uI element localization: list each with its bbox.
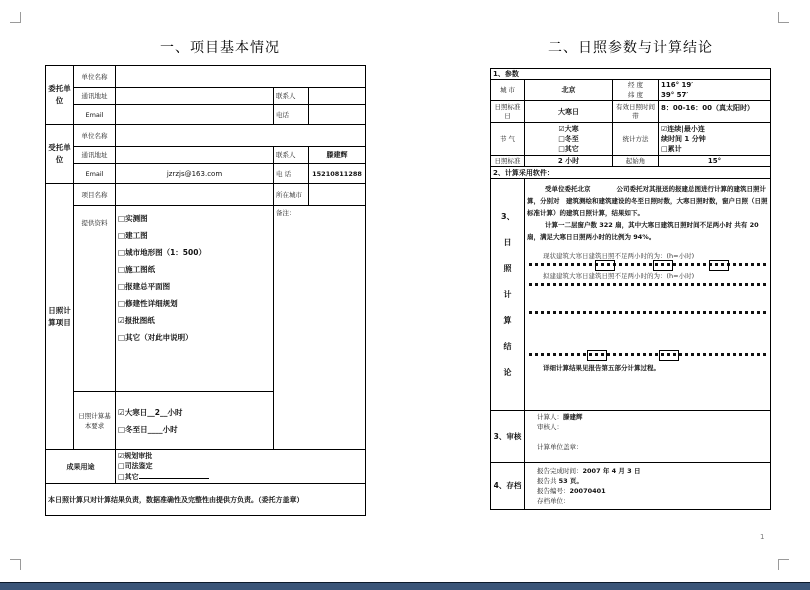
requirements-list xyxy=(116,392,274,450)
season-other-checkbox[interactable]: □其它 xyxy=(558,145,579,153)
report-no-value: 20070401 xyxy=(569,487,606,495)
usage-options xyxy=(116,450,366,484)
requirements-label: 日照计算基本要求 xyxy=(74,392,116,450)
start-angle-value: 15° xyxy=(659,156,771,167)
dots-row-4 xyxy=(529,353,766,359)
standard-day-value: 大寒日 xyxy=(525,101,613,123)
material-construction-checkbox[interactable]: □建工图 xyxy=(118,231,148,240)
params-header: 1、参数 xyxy=(491,69,771,80)
client-contact-label: 联系人 xyxy=(274,88,309,105)
material-survey-checkbox[interactable]: □实测图 xyxy=(118,214,148,223)
season-label: 节 气 xyxy=(491,123,525,156)
project-name-label: 项目名称 xyxy=(74,184,116,206)
usage-judicial-checkbox[interactable]: □司法鉴定 xyxy=(118,462,153,470)
contractor-phone-field[interactable]: 15210811288 xyxy=(309,164,366,184)
material-approval-drawings-checkbox[interactable]: ☑报批图纸 xyxy=(118,316,155,325)
page-title-right: 二、日照参数与计算结论 xyxy=(548,40,713,56)
page-title-left: 一、项目基本情况 xyxy=(160,40,280,56)
material-drawings-checkbox[interactable]: □施工图纸 xyxy=(118,265,156,274)
requirement-dongzhi-checkbox[interactable]: □冬至日____小时 xyxy=(118,424,178,434)
contractor-email-label: Email xyxy=(74,164,116,184)
remarks-cell[interactable] xyxy=(274,206,366,450)
material-detailed-plan-checkbox[interactable]: □修建性详细规划 xyxy=(118,299,178,308)
conclusion-paragraph-2: 计算一二层窗户数 322 扇，其中大寒日建筑日照时间不足两小时 共有 20 扇，满足大寒日日照两小时的比例为 94%。 xyxy=(527,221,759,241)
report-pages-label: 报告共 xyxy=(537,477,557,485)
page-number: 1 xyxy=(760,533,765,541)
project-city-field[interactable] xyxy=(309,184,366,206)
latitude-label: 纬 度 xyxy=(627,91,644,99)
highlight-box xyxy=(653,260,673,271)
usage-label: 成果用途 xyxy=(46,450,116,484)
sunlight-params-table xyxy=(490,68,771,510)
project-group-label: 日照计算项目 xyxy=(46,184,74,450)
contractor-phone-label: 电 话 xyxy=(274,164,309,184)
materials-list xyxy=(116,206,274,392)
crop-mark-top-right xyxy=(778,12,789,23)
contractor-contact-field[interactable]: 滕建辉 xyxy=(309,147,366,164)
planned-building-note: 拟建建筑大寒日建筑日照不足两小时的为：(h=小时) xyxy=(543,272,695,280)
coord-labels xyxy=(613,80,659,101)
usage-other-checkbox[interactable]: □其它 xyxy=(118,471,363,482)
stat-cumulative-checkbox[interactable]: □累计 xyxy=(661,145,682,153)
review-label: 3、审核 xyxy=(491,411,525,463)
contractor-address-field[interactable] xyxy=(116,147,274,164)
existing-building-dots xyxy=(529,263,766,269)
reviewer-label: 审核人： xyxy=(537,423,563,431)
sunlight-standard-label: 日照标准 xyxy=(491,156,525,167)
season-dongzhi-checkbox[interactable]: □冬至 xyxy=(558,135,579,143)
conclusion-content xyxy=(525,179,771,411)
client-address-field[interactable] xyxy=(116,88,274,105)
crop-mark-bottom-right xyxy=(778,559,789,570)
contractor-group-label: 受托单位 xyxy=(46,125,74,184)
materials-label: 提供资料 xyxy=(74,206,116,392)
client-address-label: 通讯地址 xyxy=(74,88,116,105)
stat-continuous-checkbox[interactable]: ☑连续|最小连 xyxy=(661,125,705,133)
usage-planning-checkbox[interactable]: ☑规划审批 xyxy=(118,452,153,460)
start-angle-label: 起始角 xyxy=(613,156,659,167)
archive-content xyxy=(525,463,771,510)
calculator-label: 计算人： xyxy=(537,413,563,421)
client-email-label: Email xyxy=(74,105,116,125)
project-name-field[interactable] xyxy=(116,184,274,206)
final-note: 详细计算结果见报告第五部分计算过程。 xyxy=(543,364,660,372)
project-info-table xyxy=(45,65,366,516)
conclusion-paragraph-1: 受单位委托北京 公司委托对其报送的报建总图进行计算的建筑日照计算，分别对 建筑测绘和建筑建设的冬至日照时数，大寒日照时数，窗户日照（日照标准计算）的建筑日照计算，结果如下。 xyxy=(527,185,768,217)
crop-mark-top-left xyxy=(10,12,21,23)
highlight-box xyxy=(709,260,729,271)
remarks-label: 备注： xyxy=(276,209,296,217)
season-dahan-checkbox[interactable]: ☑大寒 xyxy=(558,125,579,133)
effective-time-value: 8：00-16：00（真太阳时） xyxy=(659,101,771,123)
effective-time-label: 有效日照时间带 xyxy=(613,101,659,123)
crop-mark-bottom-left xyxy=(10,559,21,570)
client-unit-name-field[interactable] xyxy=(116,66,366,88)
contractor-address-label: 通讯地址 xyxy=(74,147,116,164)
longitude-label: 经 度 xyxy=(627,81,644,89)
software-header: 2、计算采用软件： xyxy=(491,167,771,179)
highlight-box xyxy=(595,260,615,271)
report-date-label: 报告完成时间： xyxy=(537,467,583,475)
sunlight-standard-value: 2 小时 xyxy=(525,156,613,167)
contractor-unit-name-label: 单位名称 xyxy=(74,125,116,147)
longitude-value: 116° 19′ xyxy=(661,81,694,89)
stat-continuous-detail: 续时间 1 分钟 xyxy=(661,135,706,143)
report-date-value: 2007 年 4 月 3 日 xyxy=(582,467,641,475)
material-other-checkbox[interactable]: □其它（对此申说明） xyxy=(118,333,193,342)
contractor-contact-label: 联系人 xyxy=(274,147,309,164)
project-city-label: 所在城市 xyxy=(274,184,309,206)
client-phone-label: 电话 xyxy=(274,105,309,125)
report-pages-value: 53 页。 xyxy=(558,477,583,485)
archive-label: 4、存档 xyxy=(491,463,525,510)
standard-day-label: 日照标准日 xyxy=(491,101,525,123)
client-email-field[interactable] xyxy=(116,105,274,125)
client-group-label: 委托单位 xyxy=(46,66,74,125)
planned-building-dots xyxy=(529,283,766,289)
requirement-dahan-checkbox[interactable]: ☑大寒日__2__小时 xyxy=(118,407,183,417)
dots-row-3 xyxy=(529,311,766,317)
stat-method-options xyxy=(659,123,771,156)
report-no-label: 报告编号： xyxy=(537,487,570,495)
material-site-plan-checkbox[interactable]: □报建总平面图 xyxy=(118,282,171,291)
city-label: 城 市 xyxy=(491,80,525,101)
client-phone-field[interactable] xyxy=(309,105,366,125)
coord-values xyxy=(659,80,771,101)
archive-unit-label: 存档单位： xyxy=(537,497,570,505)
client-contact-field[interactable] xyxy=(309,88,366,105)
contractor-unit-name-field[interactable] xyxy=(116,125,366,147)
contractor-email-field[interactable]: jzrzjs@163.com xyxy=(116,164,274,184)
season-options xyxy=(525,123,613,156)
stat-method-label: 统计方法 xyxy=(613,123,659,156)
highlight-box xyxy=(659,350,679,361)
disclaimer: 本日照计算只对计算结果负责，数据准确性及完整性由提供方负责。（委托方盖章） xyxy=(46,484,366,516)
material-topographic-checkbox[interactable]: □城市地形图（1：500） xyxy=(118,248,206,257)
client-unit-name-label: 单位名称 xyxy=(74,66,116,88)
city-value: 北京 xyxy=(525,80,613,101)
calculator-value: 滕建辉 xyxy=(563,413,583,421)
seal-label: 计算单位盖章： xyxy=(537,443,583,451)
conclusion-label: 3、日照计算结论 xyxy=(491,179,525,411)
review-content xyxy=(525,411,771,463)
existing-building-note: 现状建筑大寒日建筑日照不足两小时的为：(h=小时) xyxy=(543,252,695,260)
latitude-value: 39° 57′ xyxy=(661,91,689,99)
highlight-box xyxy=(587,350,607,361)
